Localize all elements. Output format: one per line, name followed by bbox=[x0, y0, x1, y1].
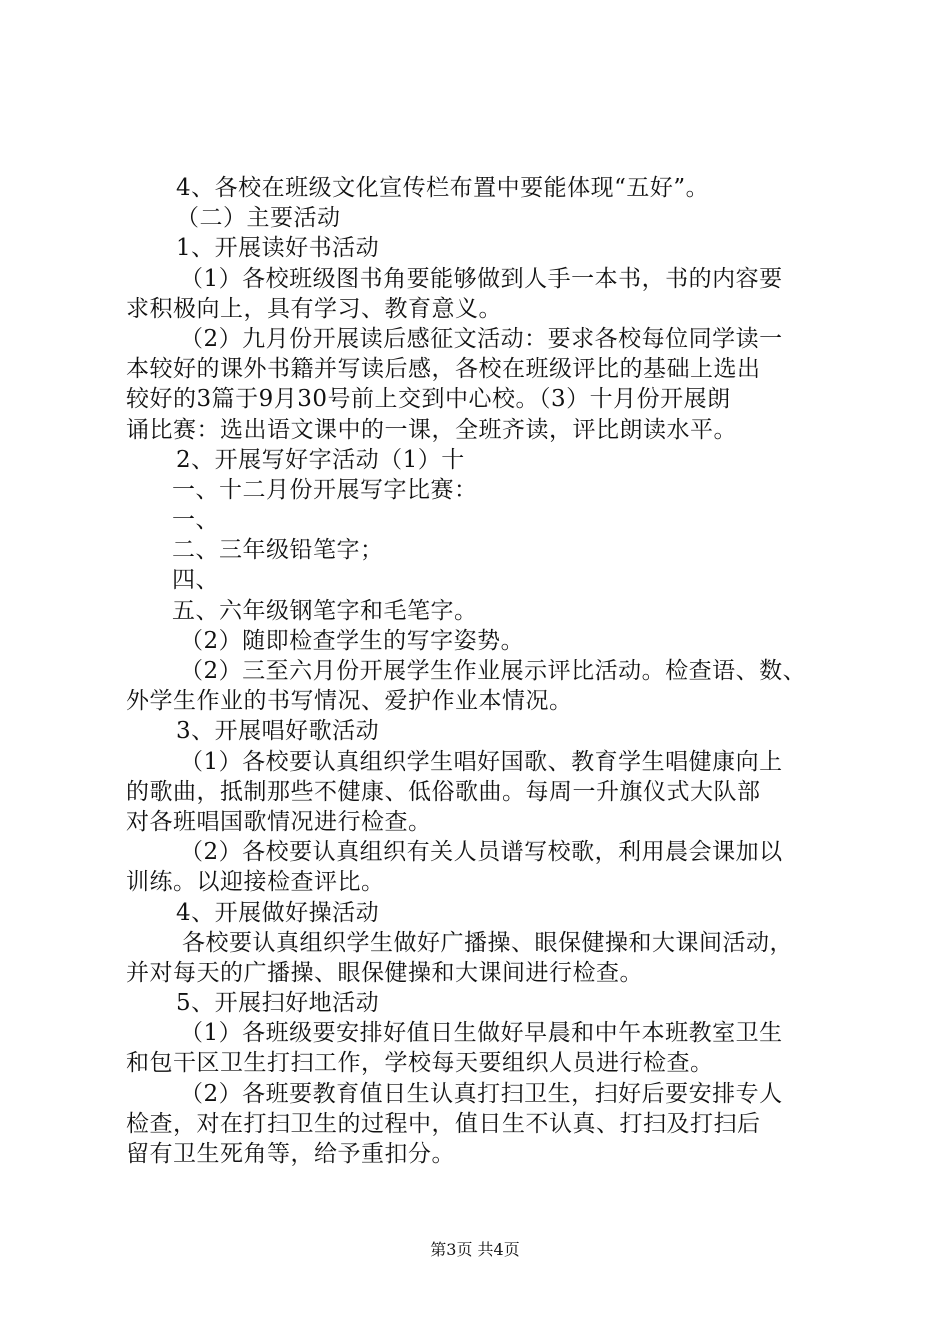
text-line: （2）三至六月份开展学生作业展示评比活动。检查语、数、 bbox=[180, 658, 807, 684]
text-line: 较好的3篇于9月30号前上交到中心校。（3）十月份开展朗 bbox=[126, 386, 731, 413]
text-line: 五、六年级钢笔字和毛笔字。 bbox=[172, 597, 478, 624]
text-line: 的歌曲，抵制那些不健康、低俗歌曲。每周一升旗仪式大队部 bbox=[126, 778, 761, 805]
text-line: （2）各校要认真组织有关人员谱写校歌，利用晨会课加以 bbox=[180, 839, 783, 866]
text-line: 一、 bbox=[172, 507, 219, 534]
subsection-heading: 4、开展做好操活动 bbox=[176, 899, 380, 926]
text-line: 本较好的课外书籍并写读后感，各校在班级评比的基础上选出 bbox=[126, 356, 761, 383]
text-line: 4、各校在班级文化宣传栏布置中要能体现“五好”。 bbox=[176, 175, 710, 201]
document-body bbox=[126, 173, 832, 1169]
text-line: 留有卫生死角等，给予重扣分。 bbox=[126, 1141, 455, 1167]
subsection-heading: 2、开展写好字活动（1）十 bbox=[176, 446, 465, 473]
section-heading: （二）主要活动 bbox=[176, 205, 341, 232]
text-line: （2）九月份开展读后感征文活动：要求各校每位同学读一 bbox=[180, 325, 783, 352]
page-footer: 第3页 共4页 bbox=[430, 1240, 520, 1259]
text-line: 诵比赛：选出语文课中的一课，全班齐读，评比朗读水平。 bbox=[126, 416, 737, 443]
text-line: 各校要认真组织学生做好广播操、眼保健操和大课间活动， bbox=[182, 929, 793, 956]
text-line: 检查，对在打扫卫生的过程中，值日生不认真、打扫及打扫后 bbox=[126, 1110, 761, 1137]
subsection-heading: 1、开展读好书活动 bbox=[176, 235, 380, 262]
subsection-heading: 5、开展扫好地活动 bbox=[176, 990, 380, 1017]
text-line: （2）随即检查学生的写字姿势。 bbox=[180, 627, 525, 654]
text-line: 求积极向上，具有学习、教育意义。 bbox=[126, 295, 502, 322]
text-line: （2）各班要教育值日生认真打扫卫生，扫好后要安排专人 bbox=[180, 1080, 783, 1107]
subsection-heading: 3、开展唱好歌活动 bbox=[176, 718, 380, 745]
text-line: （1）各校班级图书角要能够做到人手一本书，书的内容要 bbox=[180, 265, 783, 292]
text-line: 并对每天的广播操、眼保健操和大课间进行检查。 bbox=[126, 959, 643, 986]
text-line: 二、三年级铅笔字； bbox=[172, 537, 384, 564]
text-line: 训练。以迎接检查评比。 bbox=[126, 869, 385, 896]
text-line: （1）各校要认真组织学生唱好国歌、教育学生唱健康向上 bbox=[180, 748, 783, 775]
text-line: 一、十二月份开展写字比赛： bbox=[172, 476, 478, 503]
text-line: 外学生作业的书写情况、爱护作业本情况。 bbox=[126, 688, 573, 715]
text-line: 四、 bbox=[172, 567, 219, 594]
text-line: 对各班唱国歌情况进行检查。 bbox=[126, 808, 432, 835]
text-line: （1）各班级要安排好值日生做好早晨和中午本班教室卫生 bbox=[180, 1020, 783, 1047]
text-line: 和包干区卫生打扫工作，学校每天要组织人员进行检查。 bbox=[126, 1050, 714, 1077]
